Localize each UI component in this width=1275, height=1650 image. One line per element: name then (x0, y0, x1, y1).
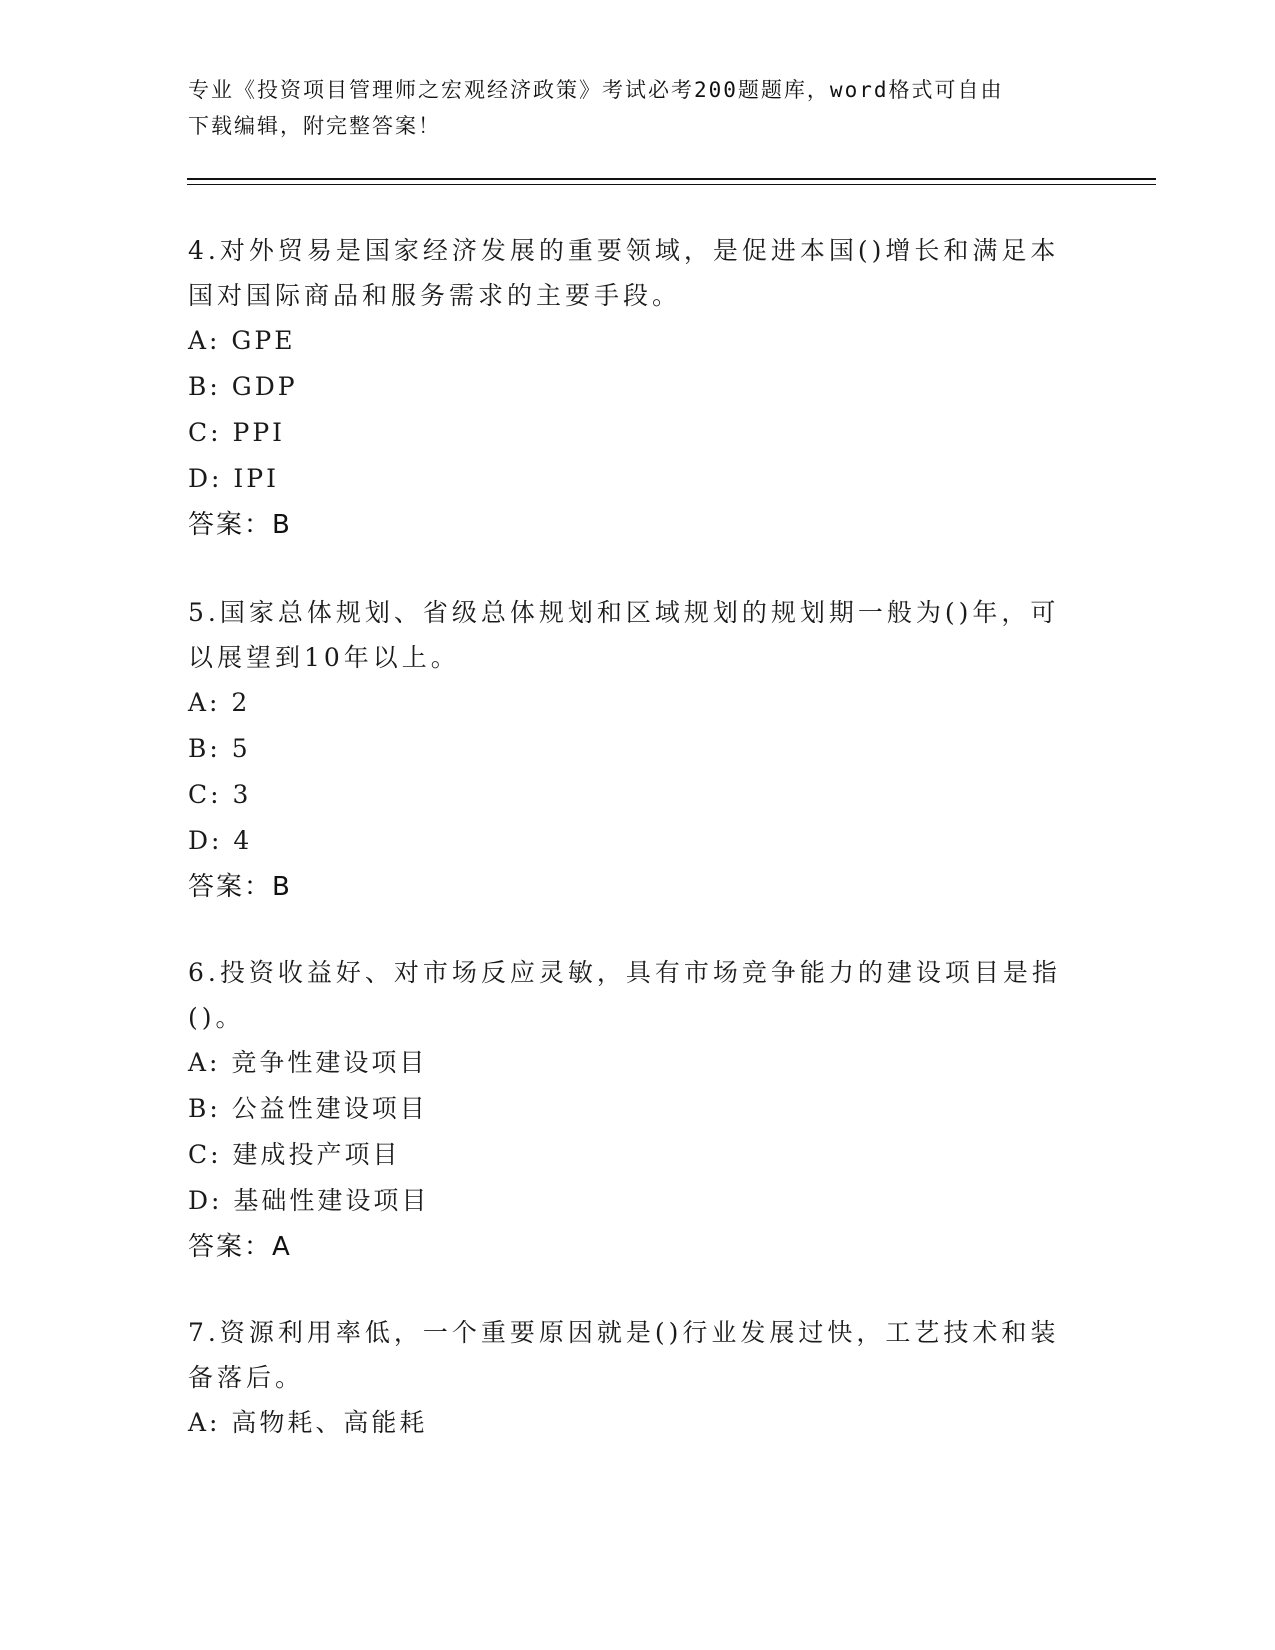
option-c: C: 建成投产项目 (188, 1140, 401, 1169)
answer: 答案：B (188, 510, 292, 540)
question-text-line-1: 4.对外贸易是国家经济发展的重要领域，是促进本国()增长和满足本 (188, 236, 1060, 265)
option-b: B: 公益性建设项目 (188, 1094, 428, 1123)
option-a: A: 竞争性建设项目 (188, 1048, 428, 1077)
answer: 答案：A (188, 1232, 292, 1262)
option-c: C: PPI (188, 418, 286, 447)
header-line-1: 专业《投资项目管理师之宏观经济政策》考试必考200题题库，word格式可自由 (188, 78, 1004, 102)
option-d: D: IPI (188, 464, 279, 493)
question-text-line-1: 7.资源利用率低，一个重要原因就是()行业发展过快，工艺技术和装 (188, 1318, 1060, 1347)
header-line-2: 下载编辑，附完整答案！ (188, 114, 441, 138)
option-b: B: 5 (188, 734, 251, 763)
question-text-line-2: 以展望到10年以上。 (188, 643, 460, 672)
answer: 答案：B (188, 872, 292, 902)
question-text-line-1: 5.国家总体规划、省级总体规划和区域规划的规划期一般为()年，可 (188, 598, 1060, 627)
question-text-line-2: 备落后。 (188, 1363, 305, 1392)
option-b: B: GDP (188, 372, 298, 401)
question-6 (188, 950, 1068, 1270)
option-d: D: 4 (188, 826, 253, 855)
option-a: A: 高物耗、高能耗 (188, 1408, 428, 1437)
question-4 (188, 228, 1068, 548)
question-text-line-2: ()。 (188, 1003, 245, 1032)
option-d: D: 基础性建设项目 (188, 1186, 430, 1215)
document-header (188, 72, 1068, 144)
option-a: A: 2 (188, 688, 251, 717)
header-divider-thin (187, 184, 1156, 185)
question-text-line-2: 国对国际商品和服务需求的主要手段。 (188, 281, 682, 310)
question-text-line-1: 6.投资收益好、对市场反应灵敏，具有市场竞争能力的建设项目是指 (188, 958, 1061, 987)
question-7 (188, 1310, 1068, 1446)
option-c: C: 3 (188, 780, 252, 809)
question-5 (188, 590, 1068, 910)
header-divider-thick (187, 178, 1156, 180)
option-a: A: GPE (188, 326, 296, 355)
